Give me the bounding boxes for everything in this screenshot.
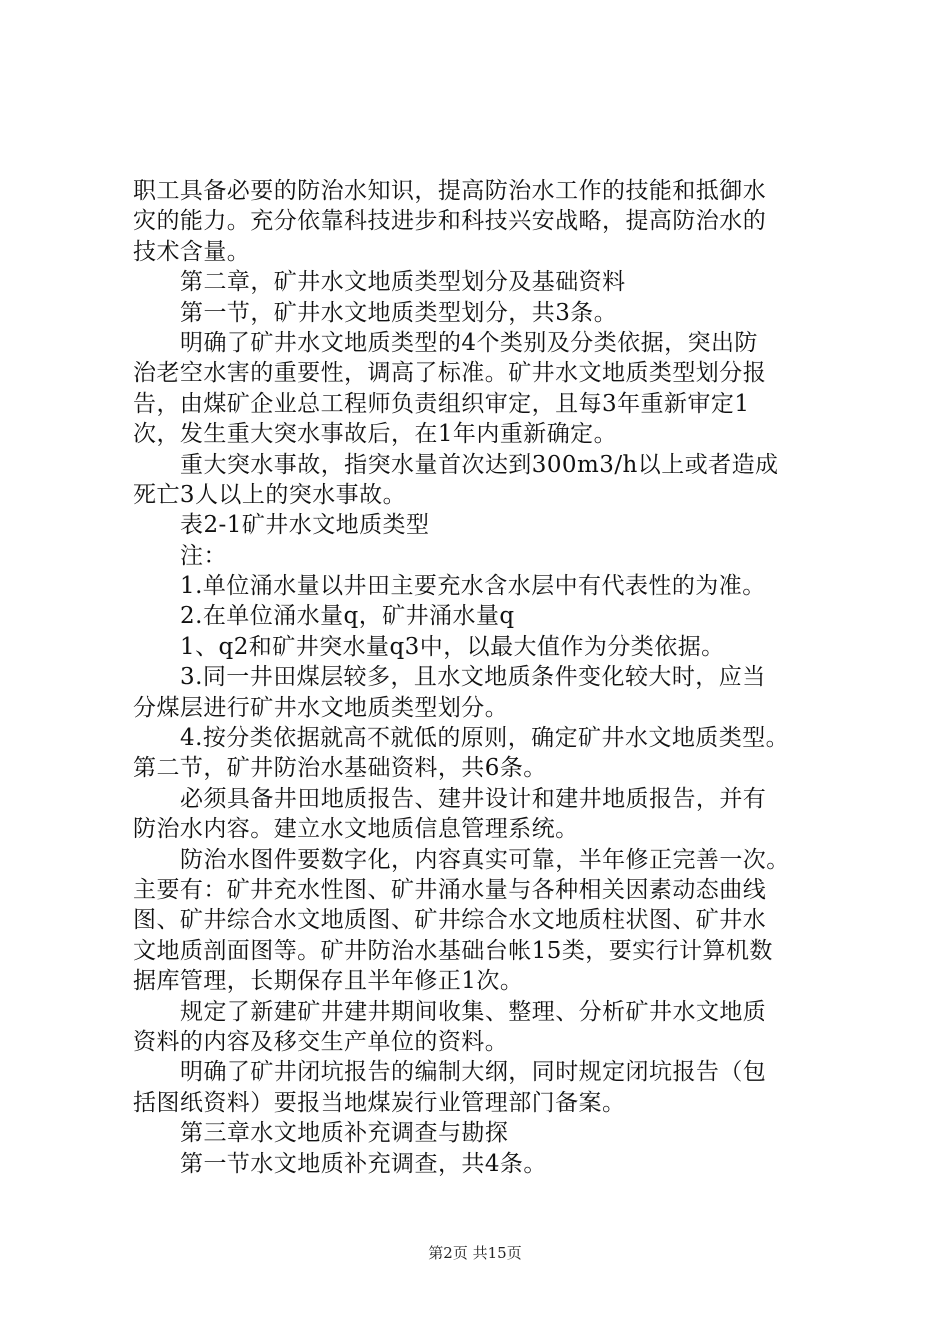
text-line: 防治水内容。建立水文地质信息管理系统。	[133, 816, 579, 843]
text-line: 防治水图件要数字化，内容真实可靠，半年修正完善一次。	[180, 846, 790, 873]
note-label: 注：	[180, 542, 227, 569]
section-heading: 第二节，矿井防治水基础资料，共6条。	[133, 755, 547, 782]
table-caption: 表2-1矿井水文地质类型	[180, 512, 430, 539]
note-item: 2.在单位涌水量q，矿井涌水量q	[180, 603, 515, 630]
chapter-heading: 第三章水文地质补充调查与勘探	[180, 1120, 509, 1147]
text-line: 明确了矿井闭坑报告的编制大纲，同时规定闭坑报告（包	[180, 1059, 767, 1086]
text-line: 次，发生重大突水事故后，在1年内重新确定。	[133, 421, 618, 448]
note-item: 4.按分类依据就高不就低的原则，确定矿井水文地质类型。	[180, 725, 790, 752]
text-line: 职工具备必要的防治水知识，提高防治水工作的技能和抵御水	[133, 178, 767, 204]
section-heading: 第一节，矿井水文地质类型划分，共3条。	[180, 299, 618, 326]
text-line: 必须具备井田地质报告、建井设计和建井地质报告，并有	[180, 785, 767, 812]
section-heading: 第一节水文地质补充调查，共4条。	[180, 1150, 547, 1177]
text-line: 主要有：矿井充水性图、矿井涌水量与各种相关因素动态曲线	[133, 876, 767, 903]
text-line: 文地质剖面图等。矿井防治水基础台帐15类，要实行计算机数	[133, 937, 773, 964]
note-item: 3.同一井田煤层较多，且水文地质条件变化较大时，应当	[180, 664, 766, 691]
text-line: 重大突水事故，指突水量首次达到300m3/h以上或者造成	[180, 451, 779, 478]
text-line: 分煤层进行矿井水文地质类型划分。	[133, 694, 509, 721]
text-line: 资料的内容及移交生产单位的资料。	[133, 1028, 509, 1055]
page-number-footer: 第2页 共15页	[428, 1244, 522, 1262]
text-line: 明确了矿井水文地质类型的4个类别及分类依据，突出防	[180, 329, 758, 356]
chapter-heading: 第二章，矿井水文地质类型划分及基础资料	[180, 269, 626, 296]
text-line: 据库管理，长期保存且半年修正1次。	[133, 968, 524, 995]
text-line: 告，由煤矿企业总工程师负责组织审定，且每3年重新审定1	[133, 390, 750, 417]
text-line: 图、矿井综合水文地质图、矿井综合水文地质柱状图、矿井水	[133, 907, 767, 934]
text-line: 括图纸资料）要报当地煤炭行业管理部门备案。	[133, 1089, 626, 1116]
note-item: 1.单位涌水量以井田主要充水含水层中有代表性的为准。	[180, 573, 766, 600]
text-line: 技术含量。	[133, 238, 251, 265]
text-line: 规定了新建矿井建井期间收集、整理、分析矿井水文地质	[180, 998, 767, 1025]
note-item: 1、q2和矿井突水量q3中，以最大值作为分类依据。	[180, 633, 725, 660]
text-line: 死亡3人以上的突水事故。	[133, 481, 407, 508]
text-line: 治老空水害的重要性，调高了标准。矿井水文地质类型划分报	[133, 360, 767, 387]
document-body	[133, 176, 833, 1179]
text-line: 灾的能力。充分依靠科技进步和科技兴安战略，提高防治水的	[133, 208, 767, 235]
